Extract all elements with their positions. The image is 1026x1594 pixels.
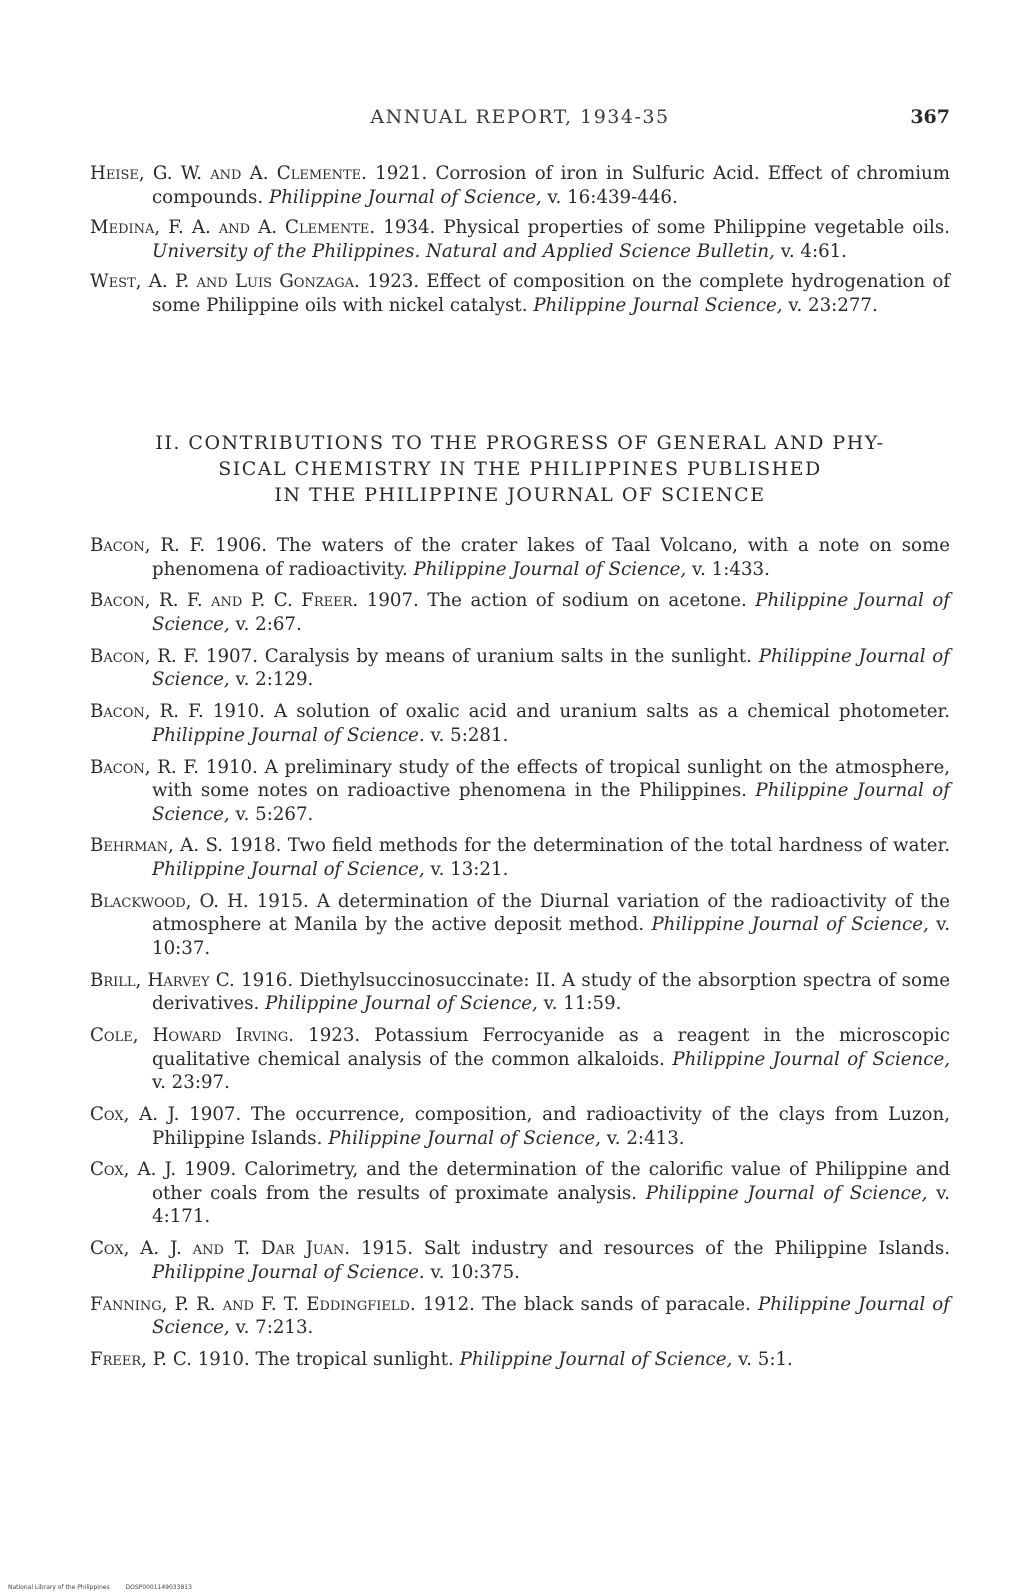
reference-volume: v. 11:59.: [537, 993, 622, 1015]
reference-entry: [90, 834, 950, 881]
reference-author: Cox, A. J.: [90, 1104, 180, 1126]
reference-journal: Philippine Journal of Science,: [413, 558, 687, 580]
reference-entry: [90, 589, 950, 636]
reference-text: 1909. Calorimetry, and the determination of the calorific value of Philippine and other coals from the results of proximate analysis.: [152, 1159, 950, 1204]
reference-journal: Philippine Journal of Science,: [651, 914, 929, 936]
reference-text: 1915. A determination of the Diurnal variation of the radioactivity of the atmosphere at Manila by the active deposit method.: [152, 890, 950, 936]
reference-journal: Philippine Journal of Science,: [268, 186, 542, 208]
reference-author: Blackwood, O. H.: [90, 890, 249, 912]
reference-journal: Philippine Journal of Science,: [265, 993, 538, 1015]
reference-author: Bacon, R. F.: [90, 701, 204, 723]
reference-journal: University of the Philippines. Natural and Applied Science Bulletin,: [152, 240, 775, 262]
reference-author: Behrman, A. S.: [90, 835, 224, 857]
reference-author: Medina, F. A. and A. Clemente.: [90, 217, 376, 238]
reference-volume: v. 1:433.: [686, 558, 770, 580]
reference-journal: Philippine Journal of Science,: [152, 780, 950, 825]
page-number: 367: [910, 106, 950, 128]
reference-author: Cole, Howard Irving.: [90, 1025, 295, 1047]
reference-volume: v. 7:213.: [229, 1317, 314, 1339]
reference-author: Brill, Harvey C.: [90, 969, 235, 991]
reference-volume: v. 23:277.: [782, 294, 878, 316]
reference-entry: [90, 162, 950, 209]
reference-entry: [90, 534, 950, 581]
reference-volume: v. 2:129.: [229, 669, 314, 691]
reference-entry: [90, 1024, 950, 1095]
running-title: ANNUAL REPORT, 1934-35: [370, 106, 670, 128]
reference-author: Freer, P. C.: [90, 1349, 192, 1371]
reference-author: Bacon, R. F.: [90, 756, 200, 778]
reference-journal: Philippine Journal of Science,: [645, 1182, 928, 1204]
reference-entry: [90, 756, 950, 827]
page-header: [90, 106, 950, 134]
reference-volume: v. 5:267.: [229, 803, 314, 825]
reference-entry: [90, 645, 950, 692]
reference-volume: v. 5:1.: [732, 1349, 793, 1371]
reference-entry: [90, 1293, 950, 1340]
reference-volume: v. 23:97.: [152, 1072, 230, 1094]
reference-journal: Philippine Journal of Science,: [459, 1349, 733, 1371]
reference-volume: v. 2:413.: [600, 1127, 685, 1149]
references-continued: [90, 162, 950, 324]
reference-entry: [90, 1103, 950, 1150]
reference-entry: [90, 1348, 950, 1372]
reference-author: Cox, A. J.: [90, 1159, 177, 1181]
reference-journal: Philippine Journal of Science.: [152, 1261, 425, 1283]
reference-volume: v. 13:21.: [424, 858, 509, 880]
reference-text: 1918. Two field methods for the determination of the total hardness of water.: [223, 835, 950, 857]
reference-journal: Philippine Journal of Science,: [152, 858, 425, 880]
scan-footer: [8, 1584, 206, 1591]
reference-text: 1923. Effect of composition on the complete hydrogenation of some Philippine oils with nickel catalyst.: [152, 271, 950, 316]
reference-author: Bacon, R. F.: [90, 645, 200, 667]
reference-text: 1910. The tropical sunlight.: [191, 1349, 460, 1371]
reference-text: 1934. Physical properties of some Philippine vegetable oils.: [375, 217, 950, 238]
reference-text: 1910. A solution of oxalic acid and uranium salts as a chemical photometer.: [203, 701, 950, 723]
reference-volume: v. 2:67.: [229, 613, 302, 635]
reference-text: 1907. The occurrence, composition, and radioactivity of the clays from Luzon, Philippine Islands.: [152, 1104, 950, 1149]
section-heading-line: SICAL CHEMISTRY IN THE PHILIPPINES PUBLISHED: [218, 458, 822, 480]
reference-volume: v. 16:439-446.: [541, 186, 678, 208]
reference-entry: [90, 270, 950, 317]
reference-entry: [90, 1158, 950, 1229]
reference-text: 1916. Diethylsuccinosuccinate: II. A study of the absorption spectra of some derivatives.: [152, 969, 951, 1015]
reference-volume: v. 10:375.: [424, 1261, 520, 1283]
reference-text: 1906. The waters of the crater lakes of Taal Volcano, with a note on some phenomena of radioactivity.: [152, 535, 950, 580]
reference-entry: [90, 890, 950, 961]
reference-author: Cox, A. J. and T. Dar Juan.: [90, 1238, 351, 1260]
reference-volume: v. 4:61.: [774, 240, 848, 262]
section-heading-line: II. CONTRIBUTIONS TO THE PROGRESS OF GENERAL AND PHY-: [155, 432, 885, 454]
footer-code: DOSP0001149033813: [125, 1584, 192, 1591]
reference-journal: Philippine Journal of Science.: [152, 724, 425, 746]
reference-volume: v. 5:281.: [424, 724, 509, 746]
reference-journal: Philippine Journal Science,: [533, 294, 783, 316]
reference-author: Bacon, R. F. and P. C. Freer.: [90, 590, 359, 612]
references-list: [90, 534, 950, 1380]
reference-volume: v. 4:171.: [152, 1182, 951, 1228]
reference-author: West, A. P. and Luis Gonzaga.: [90, 271, 360, 292]
reference-volume: v. 10:37.: [152, 914, 951, 959]
reference-author: Bacon, R. F.: [90, 535, 206, 556]
reference-text: 1907. Caralysis by means of uranium salts in the sunlight.: [199, 645, 759, 667]
reference-author: Fanning, P. R. and F. T. Eddingfield.: [90, 1293, 416, 1315]
reference-text: 1912. The black sands of paracale.: [415, 1293, 758, 1315]
reference-journal: Philippine Journal of Science,: [672, 1048, 950, 1070]
reference-journal: Philippine Journal of Science,: [152, 1293, 950, 1339]
reference-entry: [90, 216, 950, 263]
reference-text: 1921. Corrosion of iron in Sulfuric Acid. Effect of chromium compounds.: [152, 163, 950, 208]
reference-text: 1907. The action of sodium on acetone.: [358, 590, 756, 612]
footer-library: National Library of the Philippines: [8, 1584, 110, 1591]
section-heading-line: IN THE PHILIPPINE JOURNAL OF SCIENCE: [274, 484, 766, 506]
reference-entry: [90, 969, 950, 1016]
reference-text: 1910. A preliminary study of the effects of tropical sunlight on the atmosphere, with some notes on radioactive phenomena in the Philippines.: [152, 756, 950, 802]
reference-text: 1923. Potassium Ferrocyanide as a reagent in the microscopic qualitative chemical analysis of the common alkaloids.: [152, 1025, 950, 1070]
reference-entry: [90, 700, 950, 747]
reference-journal: Philippine Journal of Science,: [152, 645, 950, 691]
reference-journal: Philippine Journal of Science,: [328, 1127, 601, 1149]
section-heading: [90, 430, 950, 508]
reference-journal: Philippine Journal of Science,: [152, 590, 950, 635]
reference-entry: [90, 1237, 950, 1284]
reference-text: 1915. Salt industry and resources of the Philippine Islands.: [350, 1238, 950, 1260]
reference-author: Heise, G. W. and A. Clemente.: [90, 163, 367, 184]
